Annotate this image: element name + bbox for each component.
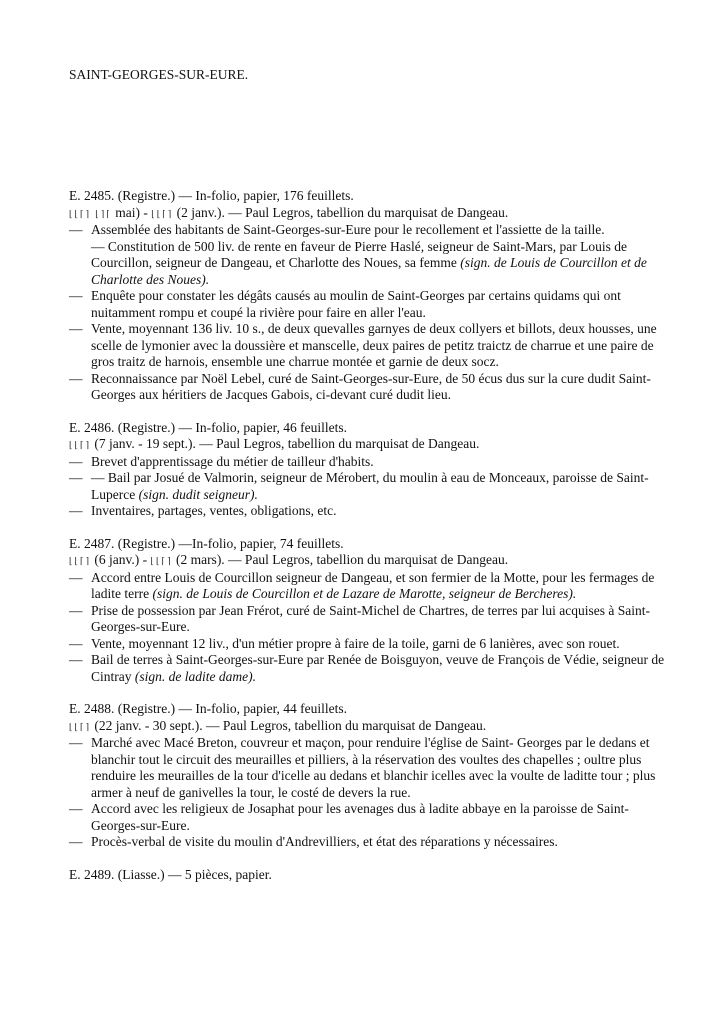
dash-marker: — (69, 569, 83, 585)
entry-item (69, 470, 669, 503)
item-text: Accord entre Louis de Courcillon seigneur de Dangeau, et son fermier de la Motte, pour les fermages de ladite terre (91, 569, 655, 601)
date-glyphs: ⌊⌊⌈⌉ (69, 721, 92, 732)
dash-marker: — (69, 735, 83, 750)
entry-item (69, 603, 669, 636)
archive-entry (69, 701, 669, 851)
date-glyphs: ⌊⌊⌈⌉ (69, 440, 92, 450)
dash-marker: — (69, 321, 83, 336)
archive-entry (69, 420, 669, 520)
entry-dates (69, 205, 669, 223)
dash-marker: — (69, 801, 83, 816)
dash-marker: — (69, 503, 83, 518)
entry-item (69, 288, 669, 321)
entry-header: E. 2488. (Registre.) — In-folio, papier, 44 feuillets. (69, 701, 348, 716)
entry-item (69, 834, 669, 851)
item-text: Marché avec Macé Breton, couvreur et maçon, pour renduire l'église de Saint- Georges par le dedans et blanchir tout le circuit des meurailles et pilliers, à la réservation des voultes des chapelles ; oultre plus renduire les meurailles de la tour d'icelle au dedans et blanchir icelles avec la voulte de laditte tour ; plus armer à neuf de ganivelles la tour, le costé de devers la rue. (91, 735, 656, 800)
signature-note: (sign. de ladite dame). (134, 668, 256, 684)
entry-header: E. 2489. (Liasse.) — 5 pièces, papier. (69, 866, 272, 882)
item-text: Accord avec les religieux de Josaphat pour les avenages dus à ladite abbaye en la paroisse de Saint-Georges-sur-Eure. (91, 801, 629, 833)
item-text: Enquête pour constater les dégâts causés au moulin de Saint-Georges par certains quidams qui ont nuitamment rompu et coupé la rivière pour faire en aller l'eau. (91, 288, 621, 320)
item-text: Vente, moyennant 12 liv., d'un métier propre à faire de la toile, garni de 6 lanières, avec son rouet. (91, 635, 620, 651)
entry-dates (69, 718, 669, 736)
entry-item (69, 239, 669, 289)
date-glyphs: ⌊⌊⌈⌉ (69, 556, 92, 566)
item-text: Inventaires, partages, ventes, obligations, etc. (91, 503, 337, 518)
signature-note: (sign. dudit seigneur). (138, 486, 258, 502)
entry-item (69, 652, 669, 685)
date-text: (2 janv.). — Paul Legros, tabellion du marquisat de Dangeau. (173, 204, 509, 220)
entry-header: E. 2485. (Registre.) — In-folio, papier, 176 feuillets. (69, 188, 354, 203)
date-glyphs: ⌊⌊⌈⌉ (150, 556, 173, 566)
entry-item (69, 321, 669, 371)
dash-marker: — (69, 652, 83, 667)
entry-item (69, 735, 669, 801)
date-glyphs: ⌊⌊⌈⌉ ⌊⌉⌈ (69, 208, 112, 219)
dash-marker: — (69, 370, 83, 386)
item-text: Reconnaissance par Noël Lebel, curé de Saint-Georges-sur-Eure, de 50 écus dus sur la cure dudit Saint-Georges aux héritiers de Jacques Gabois, ci-devant curé dudit lieu. (91, 370, 651, 402)
entry-item (69, 454, 669, 471)
item-text: Procès-verbal de visite du moulin d'Andrevilliers, et état des réparations y nécessaires. (91, 834, 558, 849)
archive-entry (69, 867, 669, 884)
entry-item (69, 636, 669, 653)
document-body (69, 188, 669, 899)
archive-entry (69, 188, 669, 404)
item-text: Prise de possession par Jean Frérot, curé de Saint-Michel de Chartres, de terres par lui acquises à Saint-Georges-sur-Eure. (91, 602, 650, 634)
signature-note: (sign. de Louis de Courcillon et de Charlotte des Noues). (91, 255, 647, 287)
dash-marker: — (69, 288, 83, 303)
date-text: mai) - (111, 204, 152, 220)
item-text: Assemblée des habitants de Saint-Georges-sur-Eure pour le recollement et l'assiette de la taille. (91, 222, 605, 237)
entry-header: E. 2486. (Registre.) — In-folio, papier, 46 feuillets. (69, 419, 348, 435)
archive-entry (69, 536, 669, 686)
dash-marker: — (69, 222, 83, 237)
dash-marker: — (69, 834, 83, 849)
item-text: — Bail par Josué de Valmorin, seigneur de Mérobert, du moulin à eau de Monceaux, paroisse de Saint-Luperce (91, 470, 649, 502)
entry-item (69, 371, 669, 404)
entry-item (69, 503, 669, 520)
entry-item (69, 222, 669, 239)
date-text: (7 janv. - 19 sept.). — Paul Legros, tabellion du marquisat de Dangeau. (91, 436, 480, 451)
item-text: Vente, moyennant 136 liv. 10 s., de deux quevalles garnyes de deux collyers et billots, deux housses, une scelle de lymonier avec la doussière et manscelle, deux paires de petitz traictz de charrue et une paire de gros traitz de harnois, ensemble une charrue montée et garnie de deux socz. (91, 321, 657, 369)
item-text: — Constitution de 500 liv. de rente en faveur de Pierre Haslé, seigneur de Saint-Mars, par Louis de Courcillon, seigneur de Dangeau, et Charlotte des Noues, sa femme (91, 238, 627, 270)
page-title: SAINT-GEORGES-SUR-EURE. (69, 67, 249, 82)
entry-dates (69, 436, 669, 454)
date-text: (22 janv. - 30 sept.). — Paul Legros, tabellion du marquisat de Dangeau. (91, 717, 487, 733)
item-text: Brevet d'apprentissage du métier de tailleur d'habits. (91, 453, 374, 469)
dash-marker: — (69, 470, 83, 485)
entry-item (69, 570, 669, 603)
entry-dates (69, 552, 669, 570)
entry-item (69, 801, 669, 834)
dash-marker: — (69, 453, 83, 469)
signature-note: (sign. de Louis de Courcillon et de Lazare de Marotte, seigneur de Bercheres). (152, 586, 577, 601)
date-text: (6 janv.) - (91, 552, 151, 567)
date-text: (2 mars). — Paul Legros, tabellion du marquisat de Dangeau. (172, 552, 509, 567)
date-glyphs: ⌊⌊⌈⌉ (151, 208, 174, 219)
dash-marker: — (69, 602, 83, 618)
entry-header: E. 2487. (Registre.) —In-folio, papier, 74 feuillets. (69, 535, 344, 551)
item-text: Bail de terres à Saint-Georges-sur-Eure par Renée de Boisguyon, veuve de François de Védie, seigneur de Cintray (91, 652, 665, 684)
dash-marker: — (69, 635, 83, 651)
